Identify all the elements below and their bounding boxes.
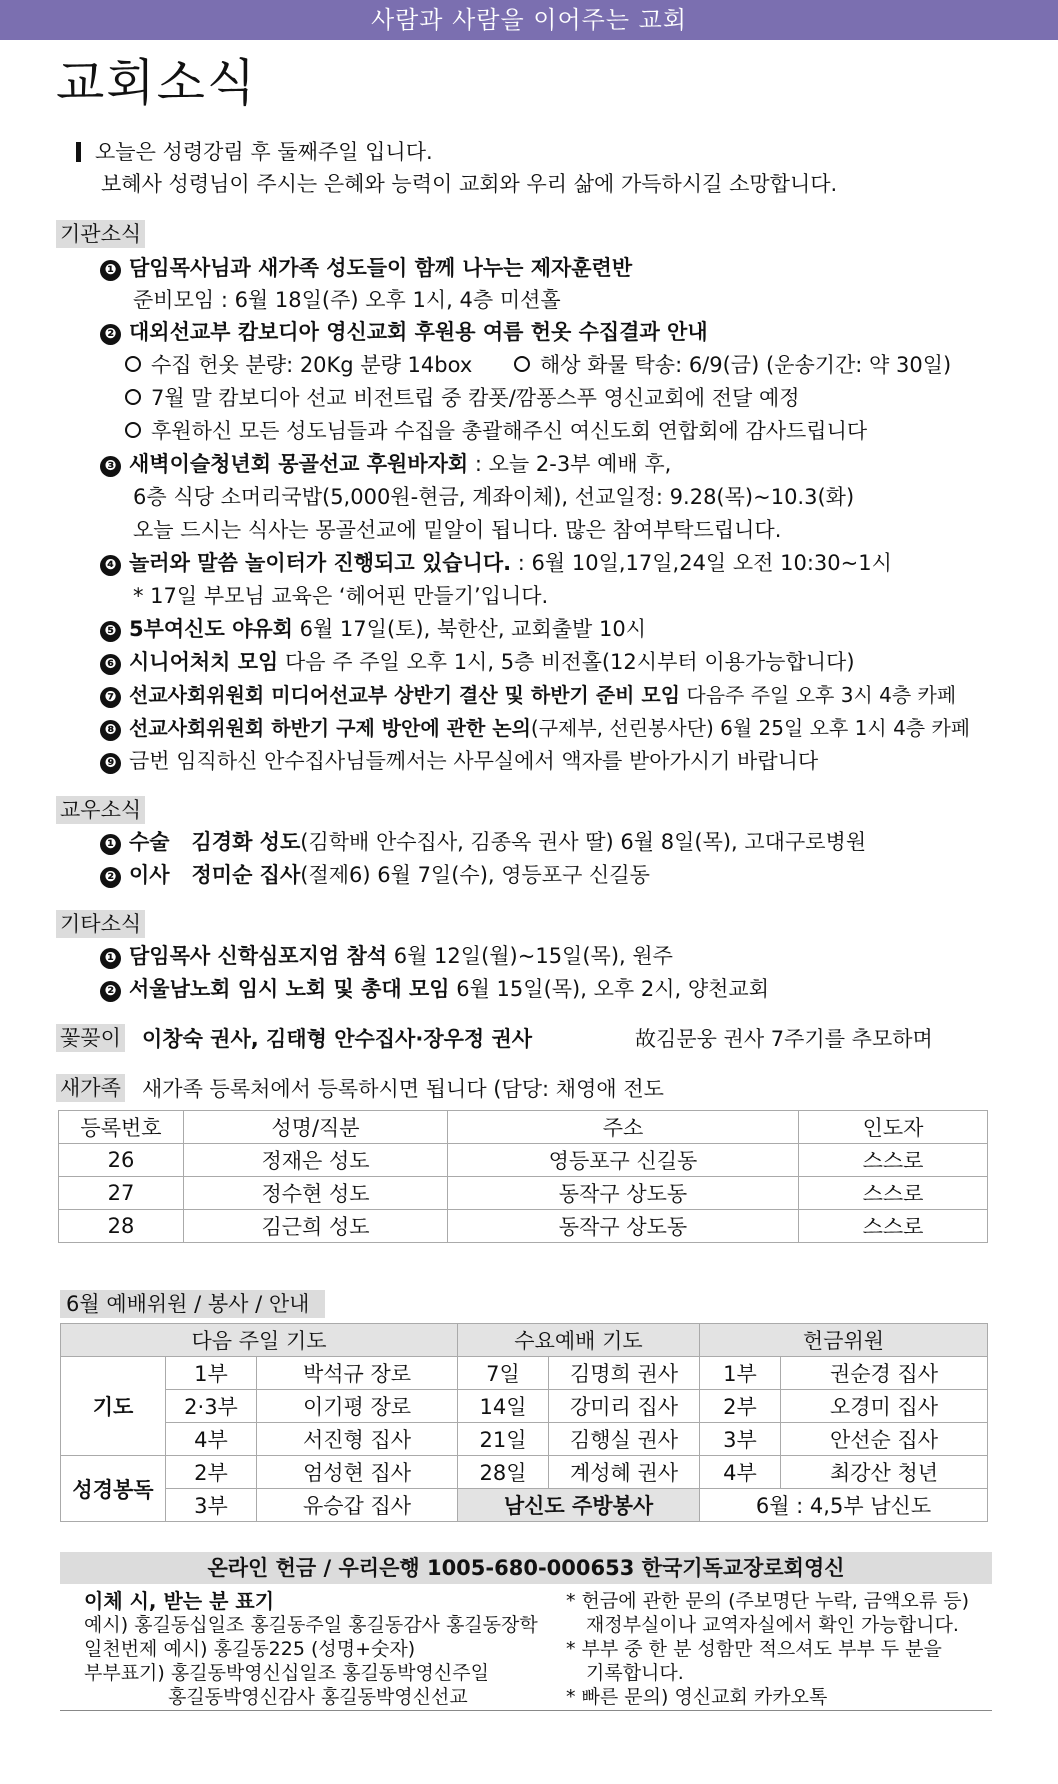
inst-item-3	[100, 452, 671, 477]
transfer-line-4: 홍길동박영신감사 홍길동박영신선교	[168, 1686, 468, 1708]
kitchen-value: 6월 : 4,5부 남신도	[700, 1489, 988, 1522]
mem-item-2-rest: (절제6) 6월 7일(수), 영등포구 신길동	[300, 863, 650, 887]
section-other: 기타소식	[56, 910, 145, 938]
cell: 정수현 성도	[184, 1177, 448, 1210]
section-institution: 기관소식	[56, 220, 145, 248]
table-row	[61, 1456, 988, 1489]
cell: 엄성현 집사	[257, 1456, 458, 1489]
cell: 김근희 성도	[184, 1210, 448, 1243]
oth-item-1-title: 담임목사 신학심포지엄 참석	[129, 944, 388, 968]
number-9-icon: ❾	[100, 753, 121, 774]
inst-item-2-b	[125, 386, 800, 411]
inst-item-9-text: 금번 임직하신 안수집사님들께서는 사무실에서 액자를 받아가시기 바랍니다	[129, 749, 819, 773]
notice-line-5: * 빠른 문의) 영신교회 카카오톡	[566, 1686, 828, 1708]
inst-item-2-a2-text: 해상 화물 탁송: 6/9(금) (운송기간: 약 30일)	[540, 353, 952, 377]
cell: 유승갑 집사	[257, 1489, 458, 1522]
inst-item-3-title: 새벽이슬청년회 몽골선교 후원바자회	[129, 452, 469, 476]
cell: 28일	[458, 1456, 549, 1489]
number-1-icon: ❶	[100, 260, 121, 281]
cell: 스스로	[799, 1177, 988, 1210]
inst-item-2-b-text: 7월 말 캄보디아 선교 비전트립 중 캄폿/깜퐁스푸 영신교회에 전달 예정	[151, 386, 800, 410]
inst-item-9	[100, 749, 818, 774]
cell: 동작구 상도동	[448, 1177, 799, 1210]
flower-label: 꽃꽂이	[56, 1024, 125, 1052]
table-row	[61, 1489, 988, 1522]
notice-line-4: 기록합니다.	[586, 1662, 684, 1684]
circle-bullet-icon	[125, 422, 141, 438]
row-label-prayer: 기도	[61, 1357, 166, 1456]
inst-item-2	[100, 320, 708, 345]
flower-names: 이창숙 권사, 김태형 안수집사·장우정 권사	[142, 1027, 533, 1051]
cell: 2·3부	[166, 1390, 257, 1423]
cell: 권순경 집사	[781, 1357, 988, 1390]
transfer-title: 이체 시, 받는 분 표기	[84, 1589, 275, 1613]
bullet-bar-icon	[76, 142, 81, 162]
cell: 영등포구 신길동	[448, 1144, 799, 1177]
number-6-icon: ❻	[100, 654, 121, 675]
inst-item-2-c	[125, 419, 867, 444]
inst-item-8-rest: (구제부, 선린봉사단) 6월 25일 오후 1시 4층 카페	[530, 716, 971, 740]
inst-item-7	[100, 683, 956, 708]
inst-item-5-title: 5부여신도 야유회	[129, 617, 293, 641]
mem-item-1-rest: (김학배 안수집사, 김종옥 권사 딸) 6월 8일(목), 고대구로병원	[300, 830, 867, 854]
cell: 1부	[166, 1357, 257, 1390]
cell: 2부	[700, 1390, 781, 1423]
number-5-icon: ❺	[100, 621, 121, 642]
section-members: 교우소식	[56, 796, 145, 824]
circle-bullet-icon	[125, 356, 141, 372]
page-title: 교회소식	[56, 54, 258, 112]
inst-item-4	[100, 551, 892, 576]
inst-item-3-l2: 6층 식당 소머리국밥(5,000원-현금, 계좌이체), 선교일정: 9.28(목)~10.3(화)	[133, 485, 855, 509]
cell: 강미리 집사	[549, 1390, 700, 1423]
inst-item-2-c-text: 후원하신 모든 성도님들과 수집을 총괄해주신 여신도회 연합회에 감사드립니다	[151, 419, 868, 443]
cell: 김명희 권사	[549, 1357, 700, 1390]
inst-item-8	[100, 716, 970, 741]
cell: 3부	[166, 1489, 257, 1522]
table-row	[59, 1177, 988, 1210]
notice-line-2: 재정부실이나 교역자실에서 확인 가능합니다.	[586, 1614, 959, 1636]
cell: 스스로	[799, 1144, 988, 1177]
cell: 스스로	[799, 1210, 988, 1243]
notice-line-1: * 헌금에 관한 문의 (주보명단 누락, 금액오류 등)	[566, 1590, 970, 1612]
newfam-label: 새가족	[56, 1074, 125, 1102]
inst-item-1	[100, 256, 632, 281]
cell: 안선순 집사	[781, 1423, 988, 1456]
cell: 오경미 집사	[781, 1390, 988, 1423]
inst-item-5	[100, 617, 646, 642]
number-2-icon: ❷	[100, 981, 121, 1002]
mem-item-2-title: 이사 정미순 집사	[129, 863, 301, 887]
table-row	[59, 1144, 988, 1177]
oth-item-1	[100, 944, 673, 969]
inst-item-3-l3: 오늘 드시는 식사는 몽골선교에 밑알이 됩니다. 많은 참여부탁드립니다.	[133, 518, 782, 542]
inst-item-1-title: 담임목사님과 새가족 성도들이 함께 나누는 제자훈련반	[129, 256, 633, 280]
oth-item-1-rest: 6월 12일(월)~15일(목), 원주	[387, 944, 673, 968]
col-header: 다음 주일 기도	[61, 1324, 458, 1357]
mem-item-2	[100, 863, 650, 888]
cell: 서진형 집사	[257, 1423, 458, 1456]
cell: 정재은 성도	[184, 1144, 448, 1177]
inst-item-3-rest: : 오늘 2-3부 예배 후,	[468, 452, 672, 476]
col-header: 성명/직분	[184, 1111, 448, 1144]
inst-item-8-title: 선교사회위원회 하반기 구제 방안에 관한 논의	[129, 716, 531, 740]
cell: 3부	[700, 1423, 781, 1456]
oth-item-2	[100, 977, 769, 1002]
cell: 김행실 권사	[549, 1423, 700, 1456]
inst-item-4-l2: * 17일 부모님 교육은 ‘헤어핀 만들기’입니다.	[133, 584, 549, 608]
transfer-line-3: 부부표기) 홍길동박영신십일조 홍길동박영신주일	[84, 1662, 489, 1684]
cell: 14일	[458, 1390, 549, 1423]
newfam-text: 새가족 등록처에서 등록하시면 됩니다 (담당: 채영애 전도	[142, 1077, 664, 1101]
footer-divider	[60, 1710, 992, 1711]
transfer-line-1: 예시) 홍길동십일조 홍길동주일 홍길동감사 홍길동장학	[84, 1614, 538, 1636]
inst-item-2-a2	[514, 353, 951, 378]
number-7-icon: ❼	[100, 687, 121, 708]
cell: 동작구 상도동	[448, 1210, 799, 1243]
newfam-table	[58, 1110, 988, 1243]
inst-item-6-title: 시니어처치 모임	[129, 650, 279, 674]
duty-title: 6월 예배위원 / 봉사 / 안내	[60, 1290, 325, 1318]
flower-memo: 故김문웅 권사 7주기를 추모하며	[635, 1027, 933, 1051]
circle-bullet-icon	[514, 356, 530, 372]
inst-item-2-a1	[125, 353, 472, 378]
cell: 7일	[458, 1357, 549, 1390]
oth-item-2-rest: 6월 15일(목), 오후 2시, 양천교회	[449, 977, 769, 1001]
intro-line-1	[76, 140, 433, 165]
col-header: 수요예배 기도	[458, 1324, 700, 1357]
inst-item-5-rest: 6월 17일(토), 북한산, 교회출발 10시	[292, 617, 646, 641]
mem-item-1	[100, 830, 866, 855]
inst-item-4-rest: : 6월 10일,17일,24일 오전 10:30~1시	[511, 551, 892, 575]
cell: 최강산 청년	[781, 1456, 988, 1489]
cell: 28	[59, 1210, 184, 1243]
col-header: 헌금위원	[700, 1324, 988, 1357]
table-row	[61, 1390, 988, 1423]
newfam-header-row	[59, 1111, 988, 1144]
kitchen-label: 남신도 주방봉사	[458, 1489, 700, 1522]
mem-item-1-title: 수술 김경화 성도	[129, 830, 301, 854]
cell: 1부	[700, 1357, 781, 1390]
inst-item-6-rest: 다음 주 주일 오후 1시, 5층 비전홀(12시부터 이용가능합니다)	[278, 650, 855, 674]
inst-item-2-a1-text: 수집 헌옷 분량: 20Kg 분량 14box	[151, 353, 473, 377]
duty-header-row	[61, 1324, 988, 1357]
number-2-icon: ❷	[100, 867, 121, 888]
col-header: 인도자	[799, 1111, 988, 1144]
cell: 2부	[166, 1456, 257, 1489]
cell: 이기평 장로	[257, 1390, 458, 1423]
intro-text-1: 오늘은 성령강림 후 둘째주일 입니다.	[95, 140, 433, 164]
table-row	[61, 1423, 988, 1456]
col-header: 주소	[448, 1111, 799, 1144]
table-row	[61, 1357, 988, 1390]
cell: 27	[59, 1177, 184, 1210]
transfer-line-2: 일천번제 예시) 홍길동225 (성명+숫자)	[84, 1638, 416, 1660]
inst-item-4-title: 놀러와 말씀 놀이터가 진행되고 있습니다.	[129, 551, 512, 575]
number-1-icon: ❶	[100, 834, 121, 855]
number-8-icon: ❽	[100, 720, 121, 741]
cell: 21일	[458, 1423, 549, 1456]
number-4-icon: ❹	[100, 555, 121, 576]
cell: 박석규 장로	[257, 1357, 458, 1390]
top-banner: 사람과 사람을 이어주는 교회	[0, 0, 1058, 40]
online-offering-bar: 온라인 헌금 / 우리은행 1005-680-000653 한국기독교장로회영신	[60, 1552, 992, 1584]
number-1-icon: ❶	[100, 948, 121, 969]
table-row	[59, 1210, 988, 1243]
cell: 4부	[166, 1423, 257, 1456]
cell: 4부	[700, 1456, 781, 1489]
oth-item-2-title: 서울남노회 임시 노회 및 총대 모임	[129, 977, 450, 1001]
notice-line-3: * 부부 중 한 분 성함만 적으셔도 부부 두 분을	[566, 1638, 942, 1660]
number-3-icon: ❸	[100, 456, 121, 477]
inst-item-1-sub: 준비모임 : 6월 18일(주) 오후 1시, 4층 미션홀	[133, 288, 561, 312]
inst-item-7-title: 선교사회위원회 미디어선교부 상반기 결산 및 하반기 준비 모임	[129, 683, 681, 707]
intro-line-2: 보혜사 성령님이 주시는 은혜와 능력이 교회와 우리 삶에 가득하시길 소망합니다.	[101, 172, 838, 196]
row-label-bible: 성경봉독	[61, 1456, 166, 1522]
cell: 26	[59, 1144, 184, 1177]
inst-item-2-title: 대외선교부 캄보디아 영신교회 후원용 여름 헌옷 수집결과 안내	[129, 320, 708, 344]
inst-item-7-rest: 다음주 주일 오후 3시 4층 카페	[680, 683, 957, 707]
cell: 계성혜 권사	[549, 1456, 700, 1489]
duty-table	[60, 1323, 988, 1522]
circle-bullet-icon	[125, 389, 141, 405]
number-2-icon: ❷	[100, 324, 121, 345]
inst-item-6	[100, 650, 855, 675]
col-header: 등록번호	[59, 1111, 184, 1144]
